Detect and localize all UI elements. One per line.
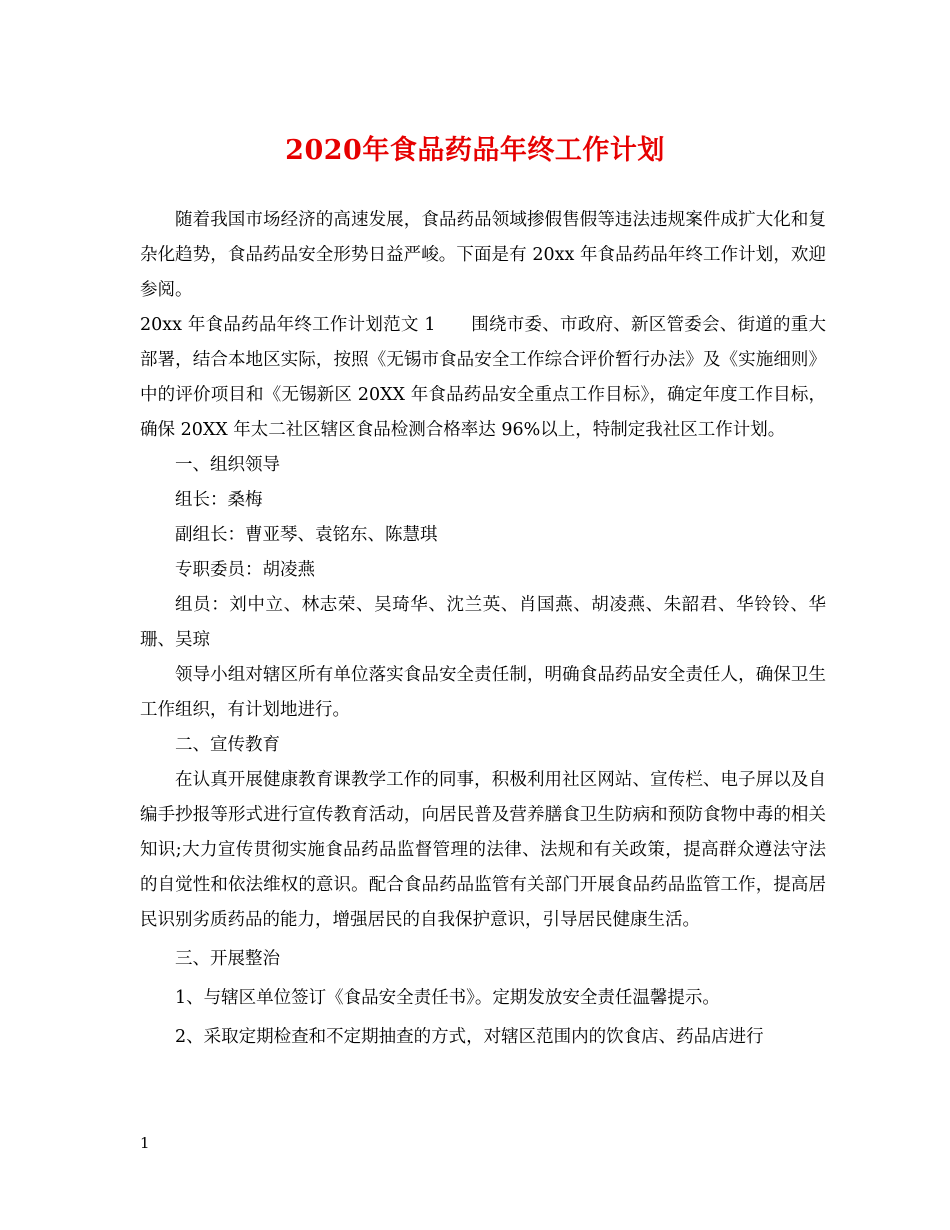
document-body [140, 203, 826, 1055]
section-heading-education: 二、宣传教育 [175, 735, 280, 755]
section-heading-organization: 一、组织领导 [175, 455, 280, 475]
rectification-item-1: 1、与辖区单位签订《食品安全责任书》。定期发放安全责任温馨提示。 [175, 988, 720, 1008]
document-title: 2020年食品药品年终工作计划 [285, 135, 665, 166]
education-paragraph: 在认真开展健康教育课教学工作的同事，积极利用社区网站、宣传栏、电子屏以及自编手抄报等形式进行宣传教育活动，向居民普及营养膳食卫生防病和预防食物中毒的相关知识;大力宣传贯彻实施食品药品监督管理的法律、法规和有关政策，提高群众遵法守法的自觉性和依法维权的意识。配合食品药品监管有关部门开展食品药品监管工作，提高居民识别劣质药品的能力，增强居民的自我保护意识，引导居民健康生活。 [140, 770, 826, 930]
deputy-leader-line: 副组长：曹亚琴、袁铭东、陈慧琪 [175, 525, 438, 545]
leader-line: 组长：桑梅 [175, 490, 263, 510]
section-heading-rectification: 三、开展整治 [175, 949, 280, 969]
members-line: 组员：刘中立、林志荣、吴琦华、沈兰英、肖国燕、胡凌燕、朱韶君、华铃铃、华珊、吴琼 [140, 595, 826, 650]
leadership-paragraph: 领导小组对辖区所有单位落实食品安全责任制，明确食品药品安全责任人，确保卫生工作组织，有计划地进行。 [140, 665, 826, 720]
rectification-item-2: 2、采取定期检查和不定期抽查的方式，对辖区范围内的饮食店、药品店进行 [175, 1027, 764, 1047]
committee-member-line: 专职委员：胡凌燕 [175, 560, 315, 580]
page-number: 1 [140, 1134, 150, 1152]
sample-paragraph: 20xx 年食品药品年终工作计划范文 1 围绕市委、市政府、新区管委会、街道的重大部署，结合本地区实际，按照《无锡市食品安全工作综合评价暂行办法》及《实施细则》中的评价项目和《无锡新区 20XX 年食品药品安全重点工作目标》，确定年度工作目标，确保 20XX 年太二社区辖区食品检测合格率达 96%以上，特制定我社区工作计划。 [140, 315, 826, 440]
intro-paragraph: 随着我国市场经济的高速发展，食品药品领域掺假售假等违法违规案件成扩大化和复杂化趋势，食品药品安全形势日益严峻。下面是有 20xx 年食品药品年终工作计划，欢迎参阅。 [140, 210, 826, 300]
